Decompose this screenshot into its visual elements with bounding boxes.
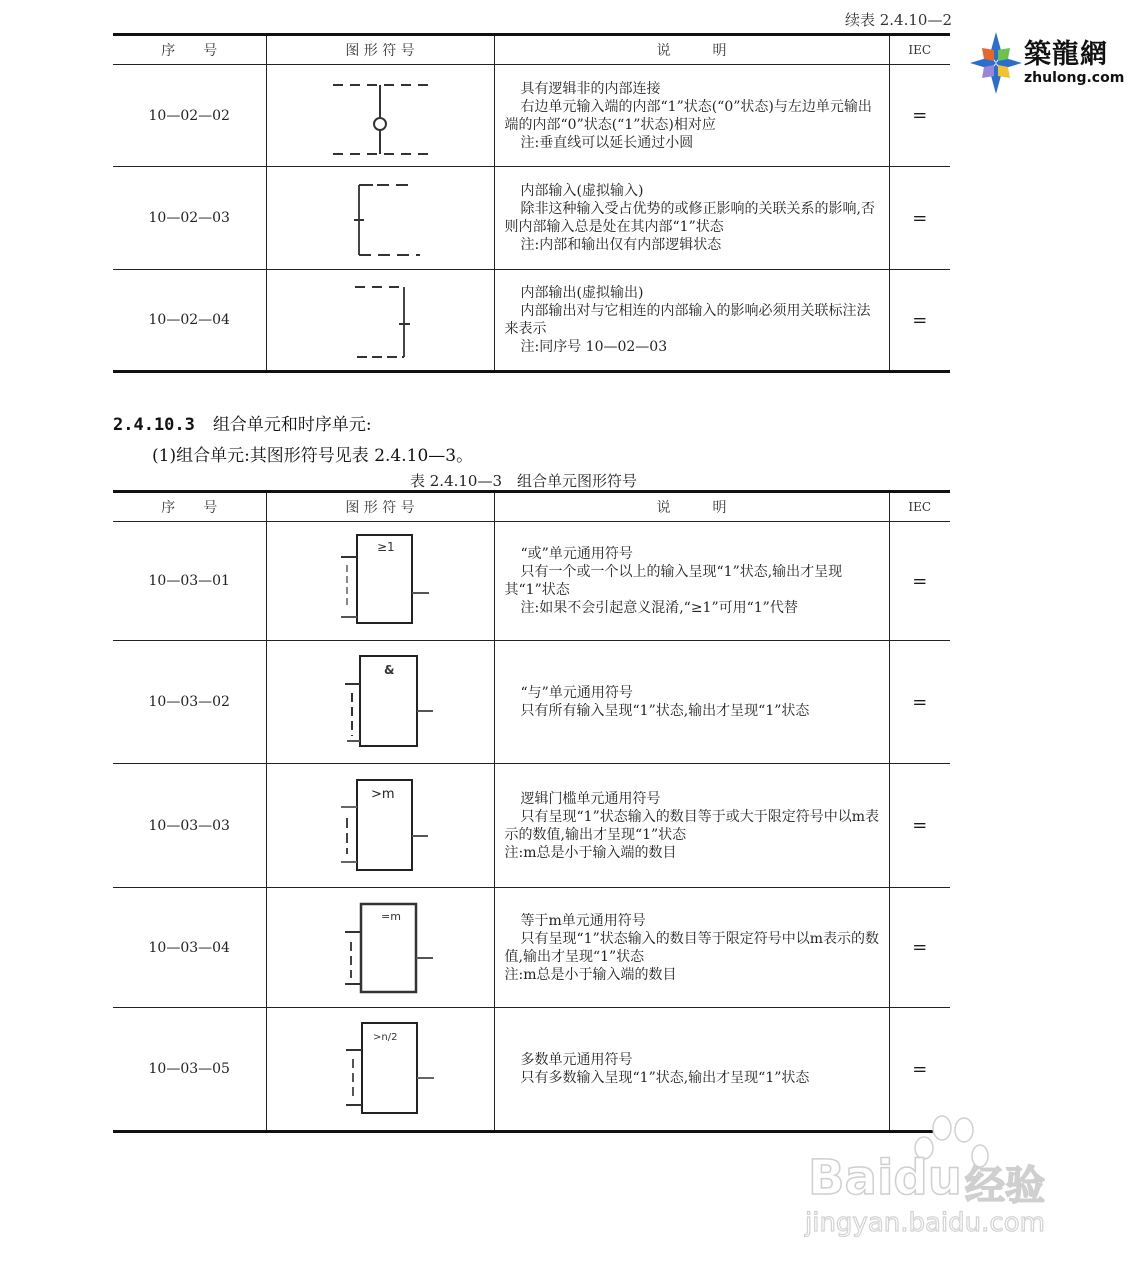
row-code: 10—03—01 xyxy=(113,522,266,641)
symbol-cell xyxy=(266,270,494,372)
table-caption: 表 2.4.10—3 组合单元图形符号 xyxy=(410,472,638,490)
svg-text:≥1: ≥1 xyxy=(377,540,395,554)
symbol-cell xyxy=(266,641,494,764)
section-number: 2.4.10.3 xyxy=(113,415,195,435)
desc-line: 只有呈现“1”状态输入的数目等于或大于限定符号中以m表示的数值,输出才呈现“1”状态 xyxy=(504,808,879,843)
continued-table-caption: 续表 2.4.10—2 xyxy=(844,11,952,29)
watermark-cn: 经验 xyxy=(965,1163,1045,1209)
svg-text:>n/2: >n/2 xyxy=(373,1032,398,1043)
section-heading xyxy=(113,410,372,435)
desc-line: 注:m总是小于输入端的数目 xyxy=(504,844,677,861)
desc-line: 具有逻辑非的内部连接 xyxy=(520,80,661,97)
or-gate-icon xyxy=(325,529,435,629)
row-iec: = xyxy=(889,167,950,270)
table-header-row xyxy=(113,492,950,522)
and-gate-icon xyxy=(325,650,435,750)
threshold-gate-icon xyxy=(325,774,435,874)
zhulong-logo xyxy=(968,28,1125,98)
desc-line: 等于m单元通用符号 xyxy=(520,912,646,929)
watermark-url: jingyan.baidu.com xyxy=(805,1208,1045,1238)
desc-line: 多数单元通用符号 xyxy=(520,1052,633,1068)
row-code: 10—03—03 xyxy=(113,764,266,888)
watermark-brand: Baidu xyxy=(808,1150,962,1206)
row-description xyxy=(494,764,889,888)
header-iec: IEC xyxy=(889,35,950,65)
row-code: 10—02—03 xyxy=(113,167,266,270)
svg-text:&: & xyxy=(384,663,395,677)
header-symbol: 图 形 符 号 xyxy=(266,35,494,65)
logo-text-cn: 築龍網 xyxy=(1024,39,1108,70)
row-code: 10—02—04 xyxy=(113,270,266,372)
baidu-watermark xyxy=(800,1108,1070,1258)
row-description xyxy=(494,522,889,641)
equal-m-gate-icon xyxy=(325,896,435,996)
desc-line: “与”单元通用符号 xyxy=(520,685,633,701)
desc-line: 注:垂直线可以延长通过小圆 xyxy=(520,134,694,151)
header-symbol: 图 形 符 号 xyxy=(266,492,494,522)
desc-line: 注:内部和输出仅有内部逻辑状态 xyxy=(520,237,722,253)
symbol-cell xyxy=(266,167,494,270)
header-seq: 序 号 xyxy=(113,35,266,65)
symbol-cell xyxy=(266,65,494,167)
header-seq: 序 号 xyxy=(113,492,266,522)
desc-line: “或”单元通用符号 xyxy=(520,546,633,562)
symbol-cell xyxy=(266,764,494,888)
row-code: 10—03—04 xyxy=(113,888,266,1008)
logo-text-en: zhulong.com xyxy=(1024,70,1125,86)
row-code: 10—03—02 xyxy=(113,641,266,764)
table-row xyxy=(113,641,950,764)
logic-negation-connection-icon xyxy=(325,71,435,157)
table-row xyxy=(113,270,950,372)
desc-line: 右边单元输入端的内部“1”状态(“0”状态)与左边单元输出端的内部“0”状态(“1”状态)相对应 xyxy=(504,98,872,133)
desc-line: 注:同序号 10—02—03 xyxy=(520,339,668,355)
table-row xyxy=(113,65,950,167)
desc-line: 逻辑门槛单元通用符号 xyxy=(520,790,661,807)
row-description xyxy=(494,888,889,1008)
section-title: 组合单元和时序单元: xyxy=(212,415,372,435)
row-code: 10—03—05 xyxy=(113,1008,266,1132)
svg-text:>m: >m xyxy=(371,786,395,802)
symbol-cell xyxy=(266,522,494,641)
symbol-cell xyxy=(266,1008,494,1132)
table-2-4-10-3 xyxy=(113,490,950,1133)
desc-line: 只有一个或一个以上的输入呈现“1”状态,输出才呈现其“1”状态 xyxy=(504,564,843,598)
row-iec: = xyxy=(889,888,950,1008)
row-description xyxy=(494,641,889,764)
row-iec: = xyxy=(889,641,950,764)
section-subheading: (1)组合单元:其图形符号见表 2.4.10—3。 xyxy=(152,446,474,466)
row-code: 10—02—02 xyxy=(113,65,266,167)
desc-line: 内部输入(虚拟输入) xyxy=(520,183,644,199)
table-2-4-10-2-continued xyxy=(113,33,950,373)
table-row xyxy=(113,167,950,270)
row-iec: = xyxy=(889,270,950,372)
desc-line: 注:如果不会引起意义混淆,“≥1”可用“1”代替 xyxy=(520,600,798,616)
row-description xyxy=(494,270,889,372)
majority-gate-icon xyxy=(325,1017,435,1117)
desc-line: 只有多数输入呈现“1”状态,输出才呈现“1”状态 xyxy=(520,1070,810,1086)
internal-output-icon xyxy=(325,275,435,361)
table-row xyxy=(113,888,950,1008)
desc-line: 只有呈现“1”状态输入的数目等于限定符号中以m表示的数值,输出才呈现“1”状态 xyxy=(504,930,879,965)
table-header-row xyxy=(113,35,950,65)
row-iec: = xyxy=(889,65,950,167)
internal-input-icon xyxy=(325,173,435,259)
desc-line: 内部输出对与它相连的内部输入的影响必须用关联标注法来表示 xyxy=(504,303,871,337)
desc-line: 注:m总是小于输入端的数目 xyxy=(504,966,677,983)
zhulong-pinwheel-icon xyxy=(968,28,1024,98)
row-iec: = xyxy=(889,764,950,888)
header-iec: IEC xyxy=(889,492,950,522)
table-row xyxy=(113,522,950,641)
row-iec: = xyxy=(889,1008,950,1132)
header-desc: 说 明 xyxy=(494,492,889,522)
row-iec: = xyxy=(889,522,950,641)
desc-line: 内部输出(虚拟输出) xyxy=(520,285,644,301)
desc-line: 只有所有输入呈现“1”状态,输出才呈现“1”状态 xyxy=(520,703,810,719)
header-desc: 说 明 xyxy=(494,35,889,65)
row-description xyxy=(494,65,889,167)
desc-line: 除非这种输入受占优势的或修正影响的关联关系的影响,否则内部输入总是处在其内部“1”状态 xyxy=(504,201,875,235)
svg-text:=m: =m xyxy=(381,909,401,923)
row-description xyxy=(494,167,889,270)
table-row xyxy=(113,764,950,888)
symbol-cell xyxy=(266,888,494,1008)
